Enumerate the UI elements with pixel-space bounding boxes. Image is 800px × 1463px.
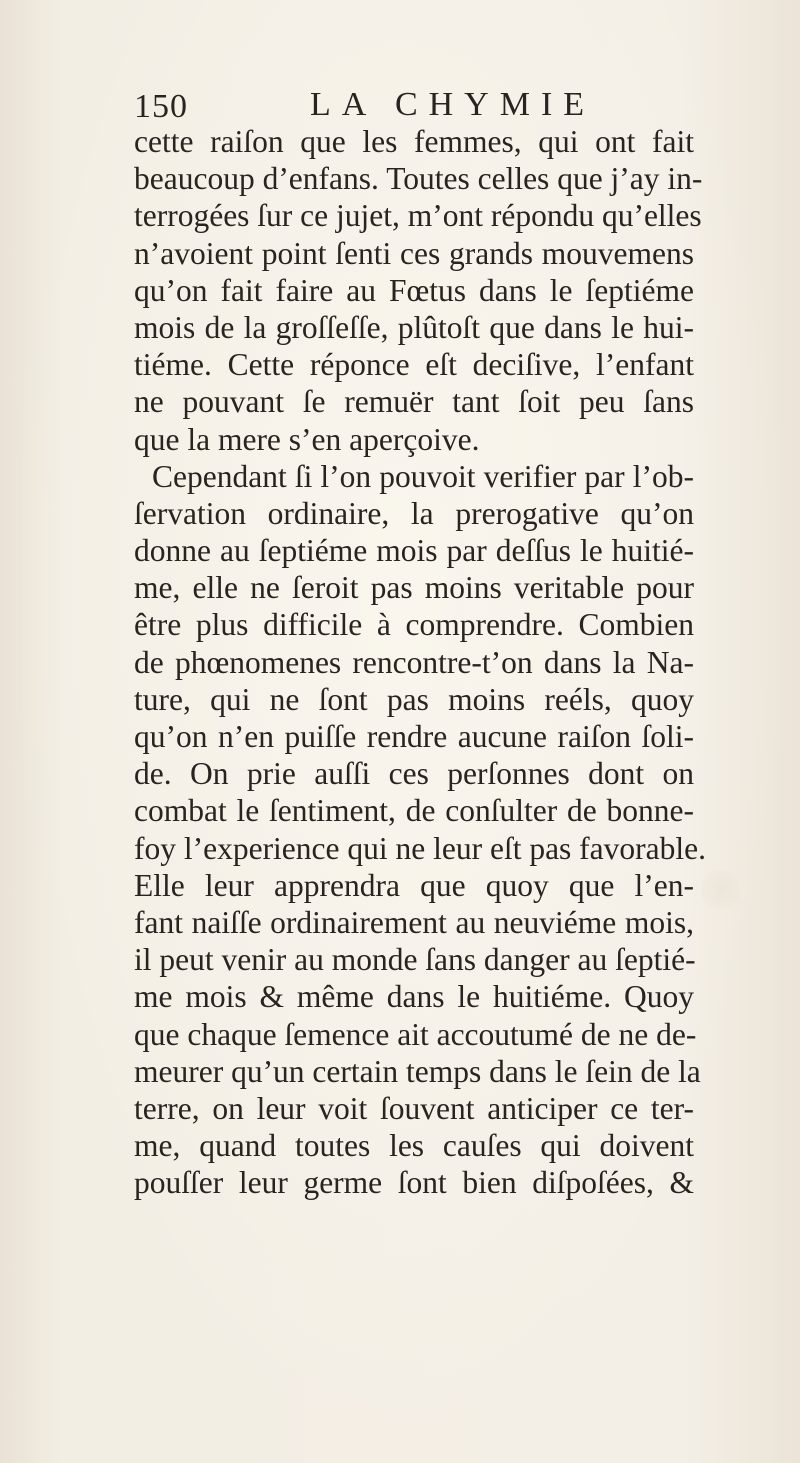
text-line: terre, on leur voit ſouvent anticiper ce ter-	[134, 1090, 694, 1126]
text-line: combat le ſentiment, de conſulter de bonne-	[134, 793, 694, 829]
text-line: cette raiſon que les femmes, qui ont fait	[134, 124, 694, 159]
text-line: Elle leur apprendra que quoy que l’en-	[134, 867, 694, 903]
text-line: de. On prie auſſi ces perſonnes dont on	[134, 756, 694, 792]
text-line: pouſſer leur germe ſont bien diſpoſées, &	[134, 1165, 694, 1201]
running-title: LA CHYMIE	[310, 86, 596, 123]
text-line: que la mere s’en aperçoive.	[134, 421, 480, 457]
text-line: mois de la groſſeſſe, plûtoſt que dans le hui-	[134, 309, 694, 345]
text-line: être plus difficile à comprendre. Combien	[134, 607, 694, 643]
text-line: foy l’experience qui ne leur eſt pas favorable.	[134, 830, 706, 866]
body-text	[134, 123, 706, 1201]
text-line: tiéme. Cette réponce eſt deciſive, l’enfant	[134, 347, 694, 383]
text-line: ture, qui ne ſont pas moins reéls, quoy	[134, 681, 694, 717]
text-line: me mois & même dans le huitiéme. Quoy	[134, 979, 694, 1015]
text-line: Cependant ſi l’on pouvoit verifier par l’ob-	[152, 458, 694, 494]
text-line: n’avoient point ſenti ces grands mouvemens	[134, 235, 694, 271]
text-line: ne pouvant ſe remuër tant ſoit peu ſans	[134, 384, 694, 420]
text-line: fant naiſſe ordinairement au neuviéme mois,	[134, 904, 694, 940]
text-line: me, elle ne ſeroit pas moins veritable pour	[134, 570, 694, 606]
page-number: 150	[134, 88, 188, 125]
paper-stain	[700, 870, 740, 910]
text-line: il peut venir au monde ſans danger au ſeptié-	[134, 942, 696, 978]
text-line: qu’on n’en puiſſe rendre aucune raiſon ſoli-	[134, 719, 694, 754]
text-line: me, quand toutes les cauſes qui doivent	[134, 1128, 694, 1164]
text-line: que chaque ſemence ait accoutumé de ne de-	[134, 1016, 697, 1052]
text-line: ſervation ordinaire, la prerogative qu’on	[134, 495, 694, 531]
text-line: de phœnomenes rencontre-t’on dans la Na-	[134, 644, 694, 680]
text-line: qu’on fait faire au Fœtus dans le ſeptiéme	[134, 272, 694, 308]
text-line: donne au ſeptiéme mois par deſſus le huitié-	[134, 533, 694, 569]
text-line: terrogées ſur ce jujet, m’ont répondu qu’elles	[134, 198, 702, 234]
text-line: meurer qu’un certain temps dans le ſein de la	[134, 1053, 701, 1089]
text-line: beaucoup d’enfans. Toutes celles que j’ay in-	[134, 161, 703, 197]
page-header	[134, 85, 634, 127]
